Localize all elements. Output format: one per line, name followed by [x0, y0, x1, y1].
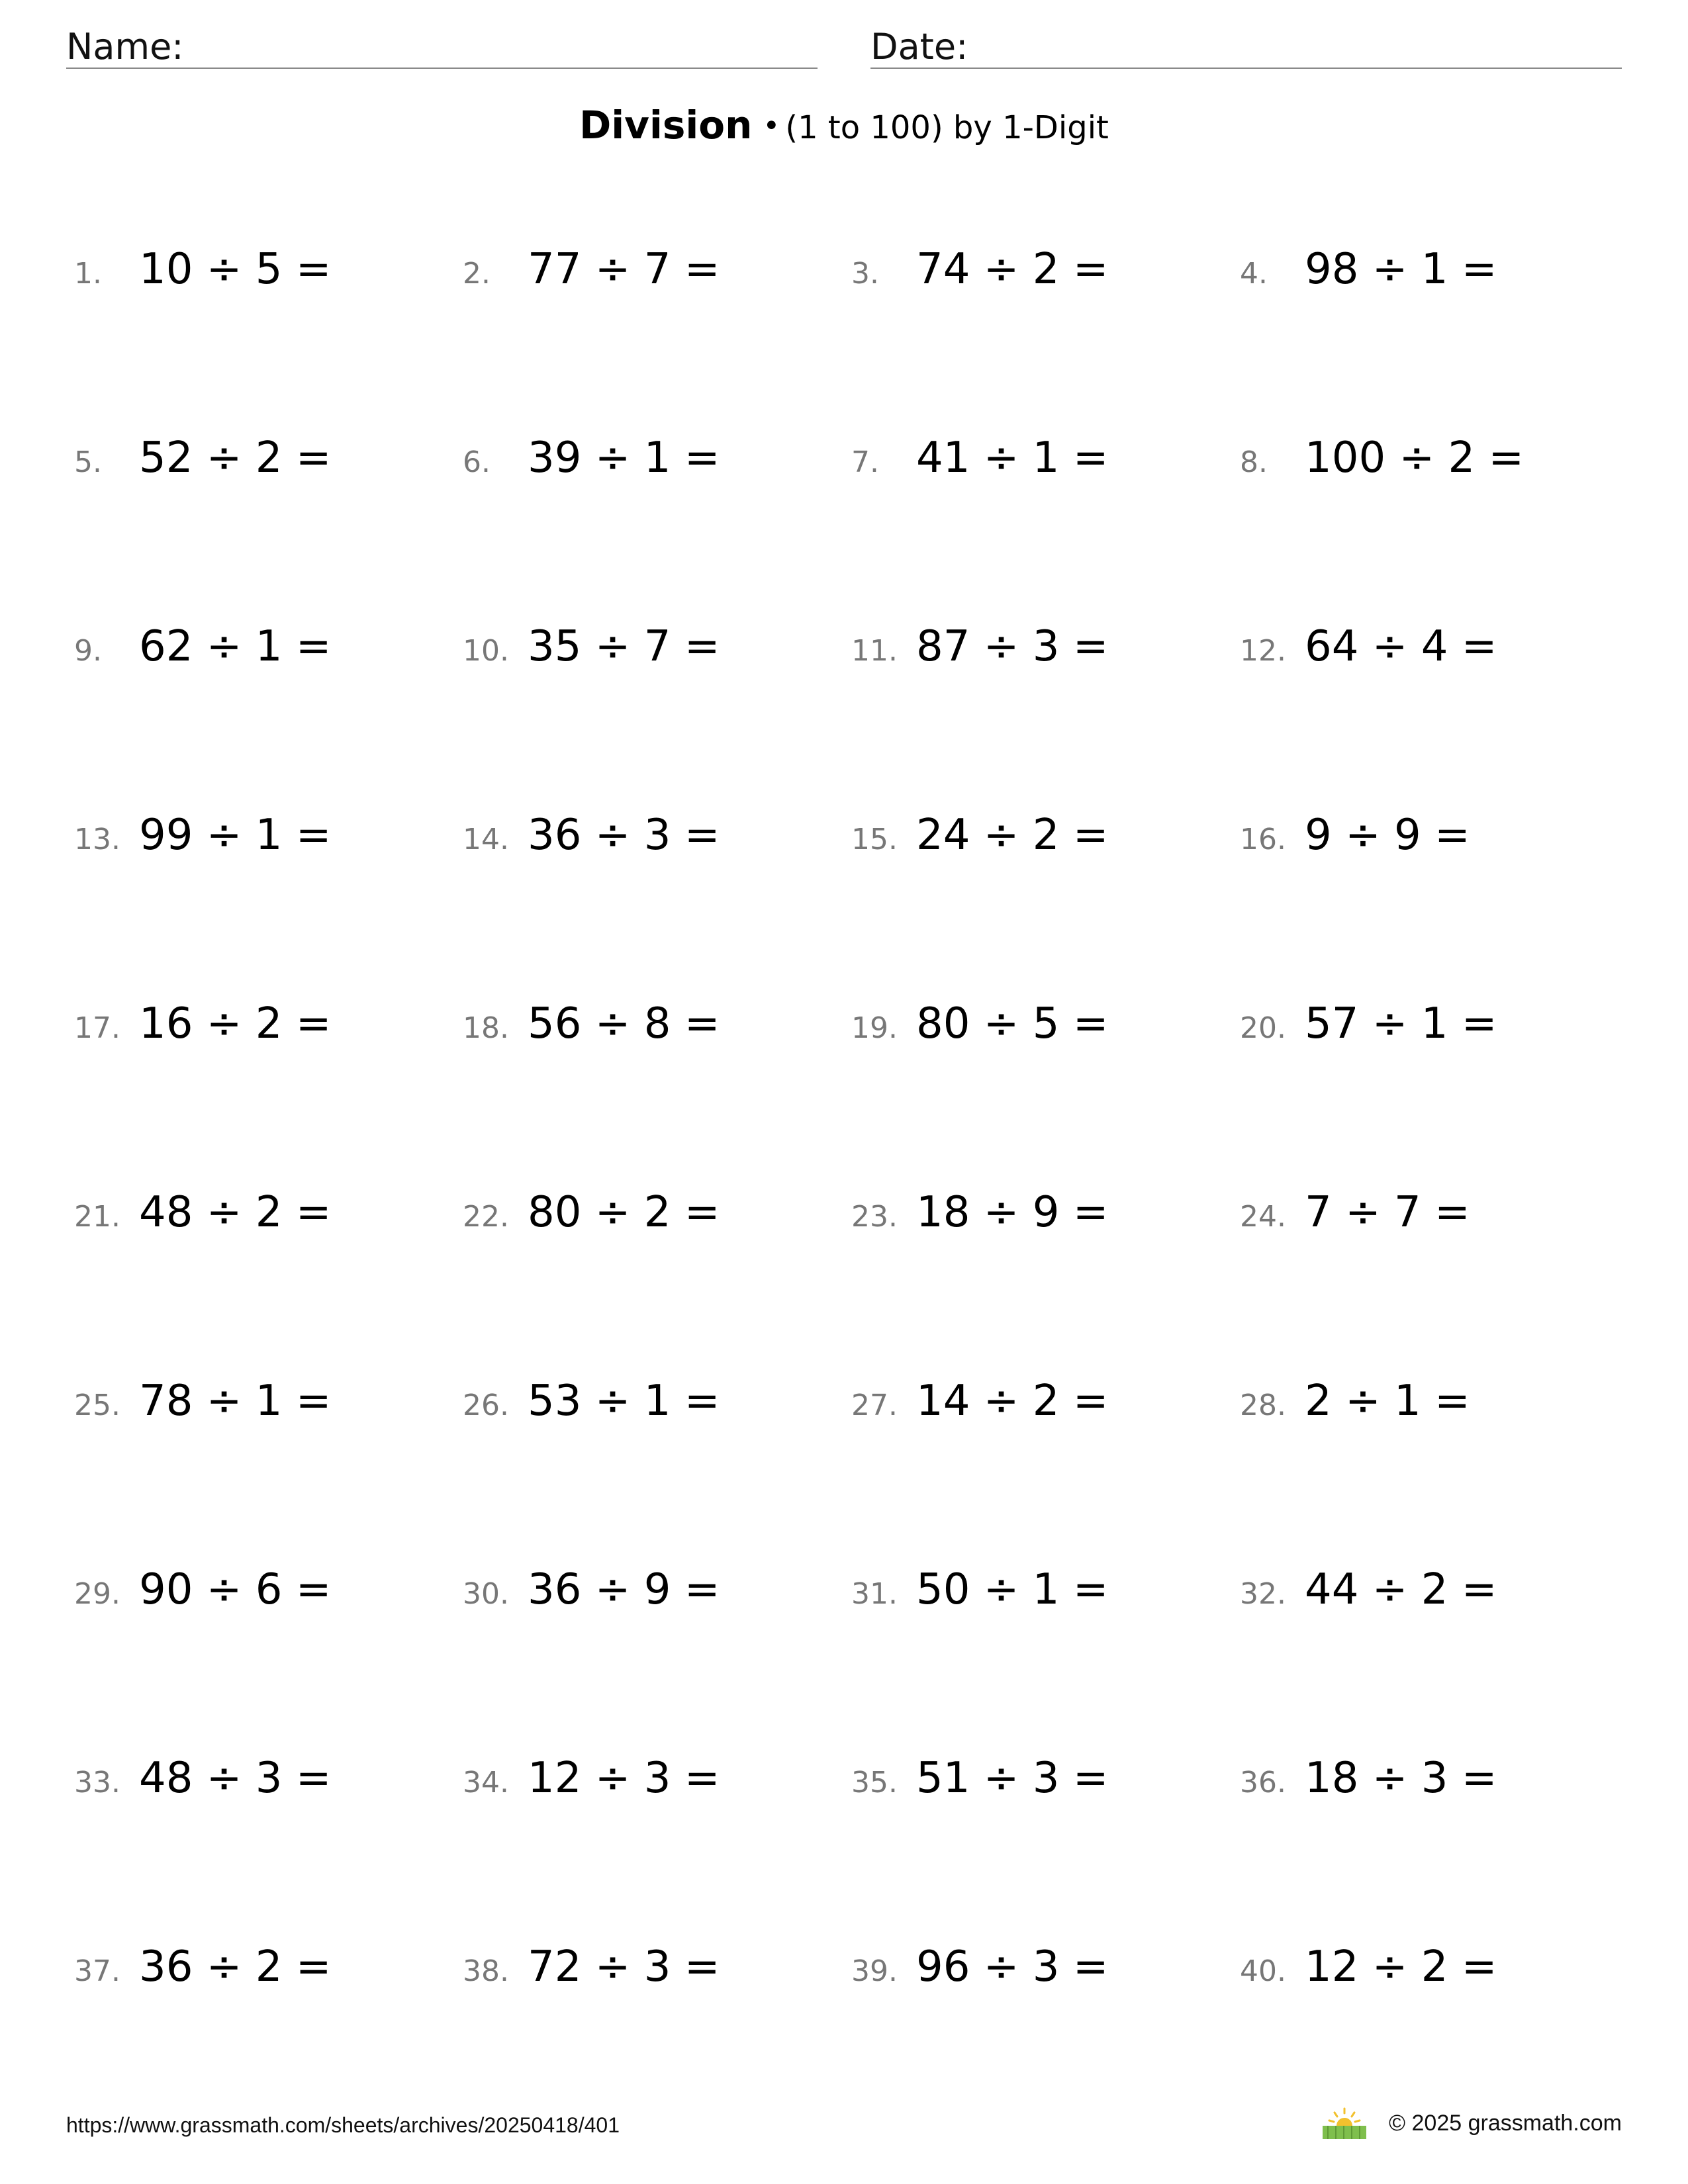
problem-number: 35.: [851, 1766, 898, 1799]
problem-number: 22.: [463, 1200, 509, 1234]
problem-expression: 78 ÷ 1 =: [139, 1377, 332, 1426]
problem-expression: 9 ÷ 9 =: [1305, 811, 1470, 860]
problem-item: [1240, 999, 1628, 1188]
problem-item: [851, 433, 1240, 622]
problem-expression: 51 ÷ 3 =: [916, 1754, 1109, 1803]
problem-expression: 48 ÷ 2 =: [139, 1188, 332, 1237]
problem-expression: 41 ÷ 1 =: [916, 433, 1109, 482]
problem-item: [851, 1188, 1240, 1377]
problem-item: [1240, 1565, 1628, 1754]
footer-url: https://www.grassmath.com/sheets/archives/20250418/401: [66, 2113, 620, 2137]
problem-number: 19.: [851, 1011, 898, 1045]
problem-expression: 57 ÷ 1 =: [1305, 999, 1497, 1048]
problem-expression: 99 ÷ 1 =: [139, 811, 332, 860]
problem-expression: 39 ÷ 1 =: [528, 433, 720, 482]
problem-item: [463, 1754, 851, 1942]
problem-expression: 16 ÷ 2 =: [139, 999, 332, 1048]
problem-number: 20.: [1240, 1011, 1286, 1045]
problem-expression: 24 ÷ 2 =: [916, 811, 1109, 860]
problem-number: 30.: [463, 1577, 509, 1611]
problem-number: 1.: [74, 257, 102, 291]
problem-item: [1240, 1188, 1628, 1377]
problem-item: [74, 1565, 463, 1754]
problem-number: 7.: [851, 445, 879, 479]
problem-expression: 12 ÷ 3 =: [528, 1754, 720, 1803]
problem-expression: 98 ÷ 1 =: [1305, 245, 1497, 294]
problem-item: [851, 622, 1240, 811]
problem-number: 34.: [463, 1766, 509, 1799]
date-label: Date:: [870, 26, 968, 68]
problem-item: [851, 1942, 1240, 2131]
problem-number: 10.: [463, 634, 509, 668]
problem-item: [463, 999, 851, 1188]
problem-item: [1240, 433, 1628, 622]
problem-item: [463, 1942, 851, 2131]
problem-number: 29.: [74, 1577, 120, 1611]
problem-item: [463, 1377, 851, 1565]
copyright-text: © 2025 grassmath.com: [1389, 2111, 1622, 2136]
problem-item: [851, 1565, 1240, 1754]
problem-expression: 7 ÷ 7 =: [1305, 1188, 1470, 1237]
sun-over-grass-logo-icon: [1321, 2106, 1368, 2140]
problem-item: [74, 1942, 463, 2131]
problem-number: 37.: [74, 1954, 120, 1988]
problem-expression: 44 ÷ 2 =: [1305, 1565, 1497, 1614]
problem-number: 33.: [74, 1766, 120, 1799]
problem-expression: 36 ÷ 3 =: [528, 811, 720, 860]
problem-expression: 62 ÷ 1 =: [139, 622, 332, 671]
problem-number: 5.: [74, 445, 102, 479]
problem-item: [1240, 1942, 1628, 2131]
problem-expression: 2 ÷ 1 =: [1305, 1377, 1470, 1426]
problem-number: 14.: [463, 823, 509, 856]
problem-expression: 56 ÷ 8 =: [528, 999, 720, 1048]
problem-expression: 12 ÷ 2 =: [1305, 1942, 1497, 1991]
problem-item: [463, 622, 851, 811]
problem-item: [74, 1377, 463, 1565]
problem-expression: 10 ÷ 5 =: [139, 245, 332, 294]
problem-item: [851, 811, 1240, 999]
problem-item: [463, 245, 851, 433]
problem-number: 28.: [1240, 1388, 1286, 1422]
problem-item: [1240, 245, 1628, 433]
problem-expression: 35 ÷ 7 =: [528, 622, 720, 671]
problem-number: 3.: [851, 257, 879, 291]
worksheet-title: [0, 103, 1688, 148]
problem-item: [74, 245, 463, 433]
problem-number: 31.: [851, 1577, 898, 1611]
problem-number: 11.: [851, 634, 898, 668]
problem-expression: 18 ÷ 3 =: [1305, 1754, 1497, 1803]
problem-item: [1240, 622, 1628, 811]
footer-branding: [1321, 2106, 1622, 2140]
title-main: Division: [579, 103, 753, 148]
problem-number: 6.: [463, 445, 491, 479]
date-field[interactable]: [870, 25, 1622, 69]
problems-grid: [74, 245, 1620, 2151]
problem-expression: 74 ÷ 2 =: [916, 245, 1109, 294]
problem-number: 13.: [74, 823, 120, 856]
problem-item: [463, 1565, 851, 1754]
problem-item: [74, 433, 463, 622]
problem-expression: 80 ÷ 2 =: [528, 1188, 720, 1237]
problem-number: 8.: [1240, 445, 1268, 479]
problem-number: 39.: [851, 1954, 898, 1988]
problem-expression: 64 ÷ 4 =: [1305, 622, 1497, 671]
problem-item: [851, 1754, 1240, 1942]
problem-number: 2.: [463, 257, 491, 291]
problem-expression: 36 ÷ 9 =: [528, 1565, 720, 1614]
name-label: Name:: [66, 26, 184, 68]
problem-number: 16.: [1240, 823, 1286, 856]
problem-number: 21.: [74, 1200, 120, 1234]
title-separator: •: [763, 109, 780, 143]
problem-number: 36.: [1240, 1766, 1286, 1799]
problem-item: [74, 999, 463, 1188]
problem-item: [1240, 1377, 1628, 1565]
problem-item: [74, 1754, 463, 1942]
problem-expression: 48 ÷ 3 =: [139, 1754, 332, 1803]
title-subtitle: (1 to 100) by 1-Digit: [785, 109, 1109, 146]
problem-number: 38.: [463, 1954, 509, 1988]
problem-number: 17.: [74, 1011, 120, 1045]
problem-expression: 77 ÷ 7 =: [528, 245, 720, 294]
problem-item: [851, 245, 1240, 433]
problem-item: [74, 1188, 463, 1377]
problem-number: 40.: [1240, 1954, 1286, 1988]
problem-item: [74, 811, 463, 999]
problem-expression: 100 ÷ 2 =: [1305, 433, 1524, 482]
problem-number: 4.: [1240, 257, 1268, 291]
problem-expression: 14 ÷ 2 =: [916, 1377, 1109, 1426]
problem-number: 15.: [851, 823, 898, 856]
problem-item: [463, 433, 851, 622]
problem-number: 25.: [74, 1388, 120, 1422]
problem-expression: 80 ÷ 5 =: [916, 999, 1109, 1048]
problem-expression: 50 ÷ 1 =: [916, 1565, 1109, 1614]
problem-number: 23.: [851, 1200, 898, 1234]
problem-item: [74, 622, 463, 811]
problem-number: 9.: [74, 634, 102, 668]
problem-item: [851, 1377, 1240, 1565]
problem-expression: 90 ÷ 6 =: [139, 1565, 332, 1614]
problem-item: [1240, 1754, 1628, 1942]
problem-expression: 18 ÷ 9 =: [916, 1188, 1109, 1237]
problem-item: [851, 999, 1240, 1188]
problem-expression: 72 ÷ 3 =: [528, 1942, 720, 1991]
name-field[interactable]: [66, 25, 818, 69]
problem-number: 27.: [851, 1388, 898, 1422]
problem-number: 26.: [463, 1388, 509, 1422]
problem-number: 32.: [1240, 1577, 1286, 1611]
problem-expression: 96 ÷ 3 =: [916, 1942, 1109, 1991]
problem-expression: 87 ÷ 3 =: [916, 622, 1109, 671]
problem-item: [463, 811, 851, 999]
problem-item: [463, 1188, 851, 1377]
problem-expression: 53 ÷ 1 =: [528, 1377, 720, 1426]
problem-expression: 36 ÷ 2 =: [139, 1942, 332, 1991]
problem-number: 18.: [463, 1011, 509, 1045]
problem-number: 12.: [1240, 634, 1286, 668]
problem-item: [1240, 811, 1628, 999]
problem-expression: 52 ÷ 2 =: [139, 433, 332, 482]
problem-number: 24.: [1240, 1200, 1286, 1234]
